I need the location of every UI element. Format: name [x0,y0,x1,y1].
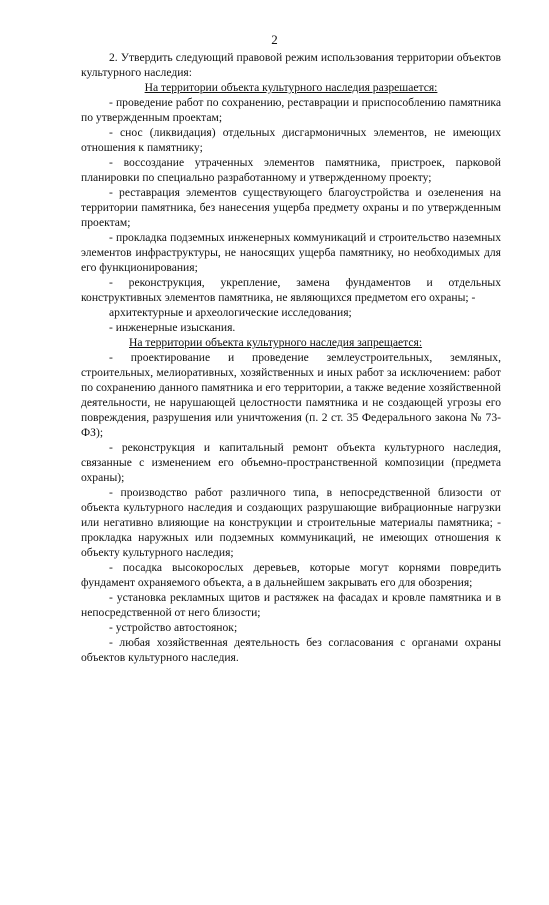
prohibited-item: - любая хозяйственная деятельность без согласования с органами охраны объектов культурного наследия. [81,636,501,664]
allowed-item: - инженерные изыскания. [109,321,236,334]
allowed-item: - снос (ликвидация) отдельных дисгармоничных элементов, не имеющих отношения к памятнику; [81,126,501,154]
allowed-item: - прокладка подземных инженерных коммуникаций и строительство наземных элементов инфраструктуры, не наносящих ущерба памятнику, но необходимых для его функционирования; [81,231,501,274]
allowed-item: архитектурные и археологические исследования; [109,306,352,319]
allowed-item: - проведение работ по сохранению, реставрации и приспособлению памятника по утвержденным проектам; [81,96,501,124]
page-number: 2 [271,32,278,47]
intro-paragraph: 2. Утвердить следующий правовой режим использования территории объектов культурного наследия: [81,51,501,79]
allowed-item: - воссоздание утраченных элементов памятника, пристроек, парковой планировки по специально разработанному и утвержденному проекту; [81,156,501,184]
prohibited-item: - устройство автостоянок; [109,621,238,634]
allowed-item: - реконструкция, укрепление, замена фундаментов и отдельных конструктивных элементов памятника, не являющихся предметом его охраны; - [81,276,501,304]
allowed-heading: На территории объекта культурного наследия разрешается: [144,81,438,94]
prohibited-item: - проектирование и проведение землеустроительных, земляных, строительных, мелиоративных, хозяйственных и иных работ за исключением: работ по сохранению данного памятника и его территории, а также ведение хозяйственной деятельности, не нарушающей целостности памятника и не создающей угрозы его повреждения, разрушения или уничтожения (п. 2 ст. 35 Федерального закона № 73-ФЗ); [81,351,501,439]
prohibited-item: - установка рекламных щитов и растяжек на фасадах и кровле памятника и в непосредственной от него близости; [81,591,501,619]
prohibited-item: - реконструкция и капитальный ремонт объекта культурного наследия, связанные с изменением его объемно-пространственной композиции (предмета охраны); [81,441,501,484]
document-body [81,50,501,665]
prohibited-item: - посадка высокорослых деревьев, которые могут корнями повредить фундамент охраняемого объекта, а в дальнейшем закрывать его для обозрения; [81,561,501,589]
allowed-item: - реставрация элементов существующего благоустройства и озеленения на территории памятника, без нанесения ущерба предмету охраны и по утвержденным проектам; [81,186,501,229]
prohibited-item: - производство работ различного типа, в непосредственной близости от объекта культурного наследия и создающих разрушающие вибрационные нагрузки или негативно влияющие на конструкции и строительные материалы памятника; - прокладка наружных или подземных коммуникаций, не имеющих отношения к объекту культурного наследия; [81,486,501,559]
prohibited-heading: На территории объекта культурного наследия запрещается: [129,336,423,349]
